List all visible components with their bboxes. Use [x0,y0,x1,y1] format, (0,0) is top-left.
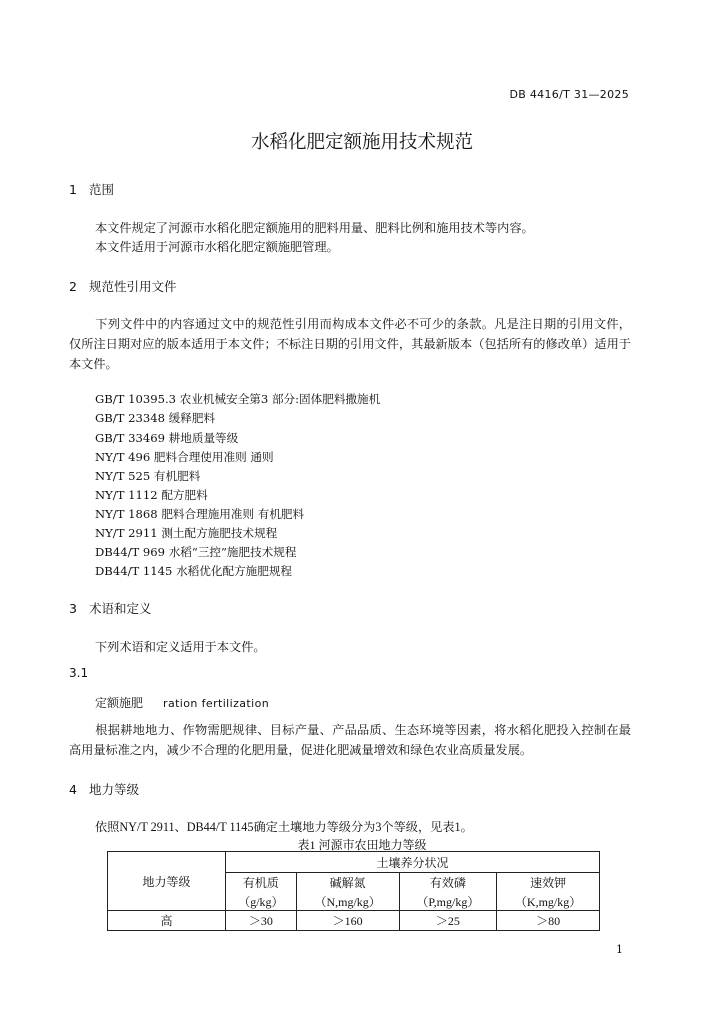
section-3-heading [69,599,152,617]
column-unit-cell: （K,mg/kg） [497,892,600,911]
reference-item: NY/T 1112 配方肥料 [95,488,208,502]
reference-item: GB/T 23348 缓释肥料 [95,411,216,425]
term-english: ration fertilization [163,697,270,710]
section-1-heading [69,180,114,198]
reference-item: DB44/T 969 水稻“三控”施肥技术规程 [95,545,297,559]
value-cell: ＞25 [399,911,497,931]
reference-item: GB/T 10395.3 农业机械安全第3 部分:固体肥料撒施机 [95,392,381,406]
paragraph-text: 下列文件中的内容通过文中的规范性引用而构成本文件必不可少的条款。凡是注日期的引用文件，仅所注日期对应的版本适用于本文件；不标注日期的引用文件，其最新版本（包括所有的修改单）适用于本文件。 [69,317,631,371]
document-number: DB 4416/T 31—2025 [509,88,629,101]
page-number: 1 [616,943,623,956]
section-title: 地力等级 [89,782,140,797]
paragraph: 依照NY/T 2911、DB44/T 1145确定土壤地力等级分为3个等级，见表1。 [95,820,473,834]
definition-paragraph [69,720,631,760]
paragraph [69,314,631,374]
reference-item: NY/T 2911 测土配方施肥技术规程 [95,526,278,540]
column-unit-cell: （g/kg） [226,892,297,911]
section-4-heading [69,780,139,798]
term-chinese: 定额施肥 [95,696,144,710]
section-title: 范围 [89,182,115,197]
section-title: 规范性引用文件 [89,279,177,294]
value-cell: ＞30 [226,911,297,931]
value-cell: ＞160 [296,911,399,931]
document-title: 水稻化肥定额施用技术规范 [250,132,473,153]
section-number: 3 [69,601,77,616]
column-header-cell: 速效钾 [497,873,600,893]
column-unit-cell: （P,mg/kg） [399,892,497,911]
section-title: 术语和定义 [89,601,152,616]
value-cell: ＞80 [497,911,600,931]
group-header-cell: 土壤养分状况 [226,852,600,873]
column-header-cell: 碱解氮 [296,873,399,893]
section-2-heading [69,277,177,295]
row-header-cell: 地力等级 [108,852,226,911]
table-row [108,911,600,931]
term-entry [95,694,269,711]
column-header-cell: 有效磷 [399,873,497,893]
grade-cell: 高 [108,911,226,931]
reference-item: NY/T 525 有机肥料 [95,469,201,483]
reference-item: NY/T 496 肥料合理使用准则 通则 [95,450,274,464]
section-number: 1 [69,182,77,197]
paragraph: 本文件适用于河源市水稻化肥定额施肥管理。 [95,240,339,254]
column-unit-cell: （N,mg/kg） [296,892,399,911]
paragraph: 下列术语和定义适用于本文件。 [95,640,266,654]
column-header-cell: 有机质 [226,873,297,893]
section-number: 4 [69,782,77,797]
reference-item: DB44/T 1145 水稻优化配方施肥规程 [95,564,293,578]
soil-fertility-table [107,851,600,931]
section-number: 2 [69,279,77,294]
reference-item: NY/T 1868 肥料合理施用准则 有机肥料 [95,507,305,521]
reference-item: GB/T 33469 耕地质量等级 [95,431,239,445]
definition-text: 根据耕地地力、作物需肥规律、目标产量、产品品质、生态环境等因素，将水稻化肥投入控制在最高用量标准之内，减少不合理的化肥用量，促进化肥减量增效和绿色农业高质量发展。 [69,723,631,757]
table-header-row [108,852,600,873]
subsection-number: 3.1 [69,666,89,680]
paragraph: 本文件规定了河源市水稻化肥定额施用的肥料用量、肥料比例和施用技术等内容。 [95,221,534,235]
table-caption: 表1 河源市农田地力等级 [297,838,427,852]
